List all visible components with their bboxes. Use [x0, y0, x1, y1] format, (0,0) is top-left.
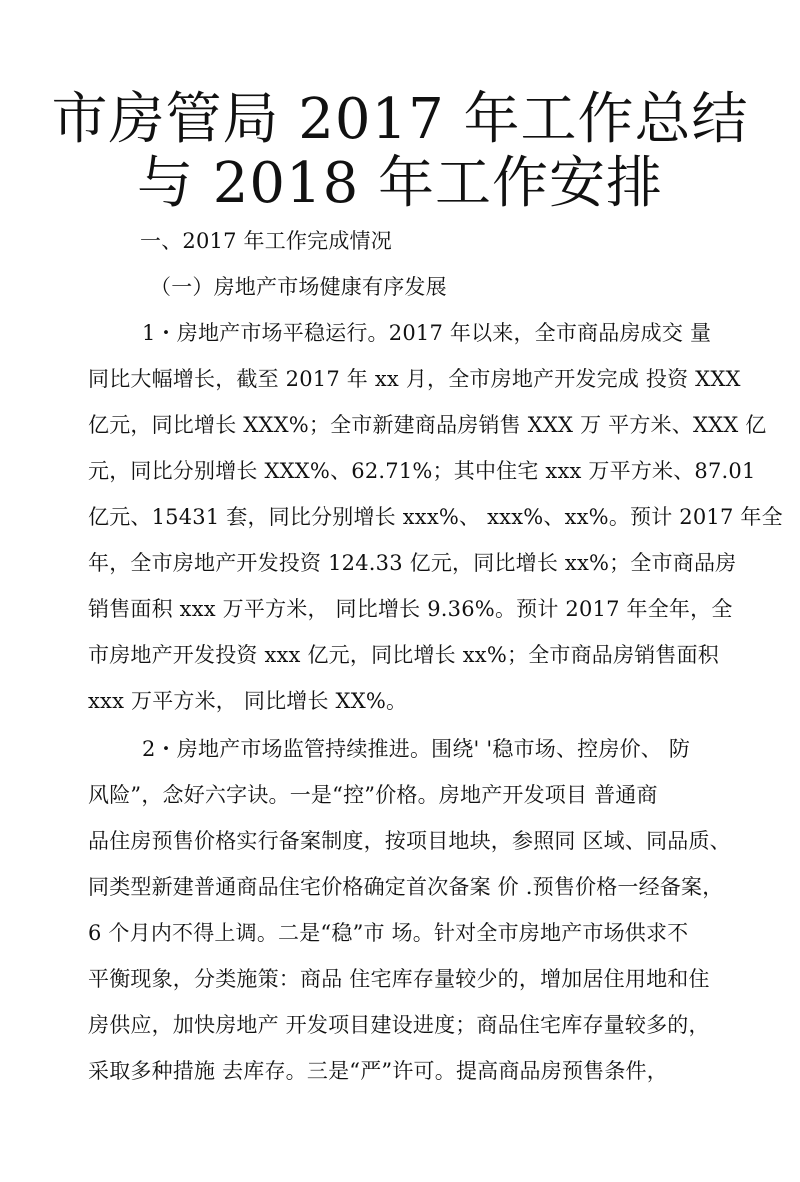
- body-line: 房供应，加快房地产 开发项目建设进度；商品住宅库存量较多的，: [88, 1013, 710, 1037]
- body-line: 亿元，同比增长 XXX%；全市新建商品房销售 XXX 万 平方米、XXX 亿: [88, 413, 767, 437]
- body-line: 2・房地产市场监管持续推进。围绕' '稳市场、控房价、 防: [142, 737, 691, 761]
- body-line: 品住房预售价格实行备案制度，按项目地块，参照同 区域、同品质、: [88, 829, 731, 853]
- body-line: 6 个月内不得上调。二是“稳”市 场。针对全市房地产市场供求不: [88, 921, 689, 945]
- document-title-line-2: 与 2018 年工作安排: [136, 151, 664, 216]
- body-line: 销售面积 xxx 万平方米， 同比增长 9.36%。预计 2017 年全年，全: [88, 597, 733, 621]
- body-line: xxx 万平方米， 同比增长 XX%。: [88, 689, 408, 713]
- body-line: 亿元、15431 套，同比分别增长 xxx%、 xxx%、xx%。预计 2017 年全: [88, 505, 783, 529]
- body-line: 年，全市房地产开发投资 124.33 亿元，同比增长 xx%；全市商品房: [88, 551, 737, 575]
- document-title-line-1: 市房管局 2017 年工作总结: [51, 87, 749, 152]
- body-line: 同类型新建普通商品住宅价格确定首次备案 价 .预售价格一经备案，: [88, 875, 724, 899]
- body-line: 风险”，念好六字诀。一是“控”价格。房地产开发项目 普通商: [88, 783, 658, 807]
- body-line: 元，同比分别增长 XXX%、62.71%；其中住宅 xxx 万平方米、87.01: [88, 459, 756, 483]
- body-line: 市房地产开发投资 xxx 亿元，同比增长 xx%；全市商品房销售面积: [88, 643, 719, 667]
- body-line: 平衡现象，分类施策：商品 住宅库存量较少的，增加居住用地和住: [88, 967, 710, 991]
- subsection-heading: （一）房地产市场健康有序发展: [150, 275, 447, 299]
- body-line: 1・房地产市场平稳运行。2017 年以来，全市商品房成交 量: [142, 321, 712, 345]
- section-heading: 一、2017 年工作完成情况: [140, 229, 392, 253]
- body-line: 采取多种措施 去库存。三是“严”许可。提高商品房预售条件，: [88, 1059, 668, 1083]
- body-line: 同比大幅增长，截至 2017 年 xx 月，全市房地产开发完成 投资 XXX: [88, 367, 741, 391]
